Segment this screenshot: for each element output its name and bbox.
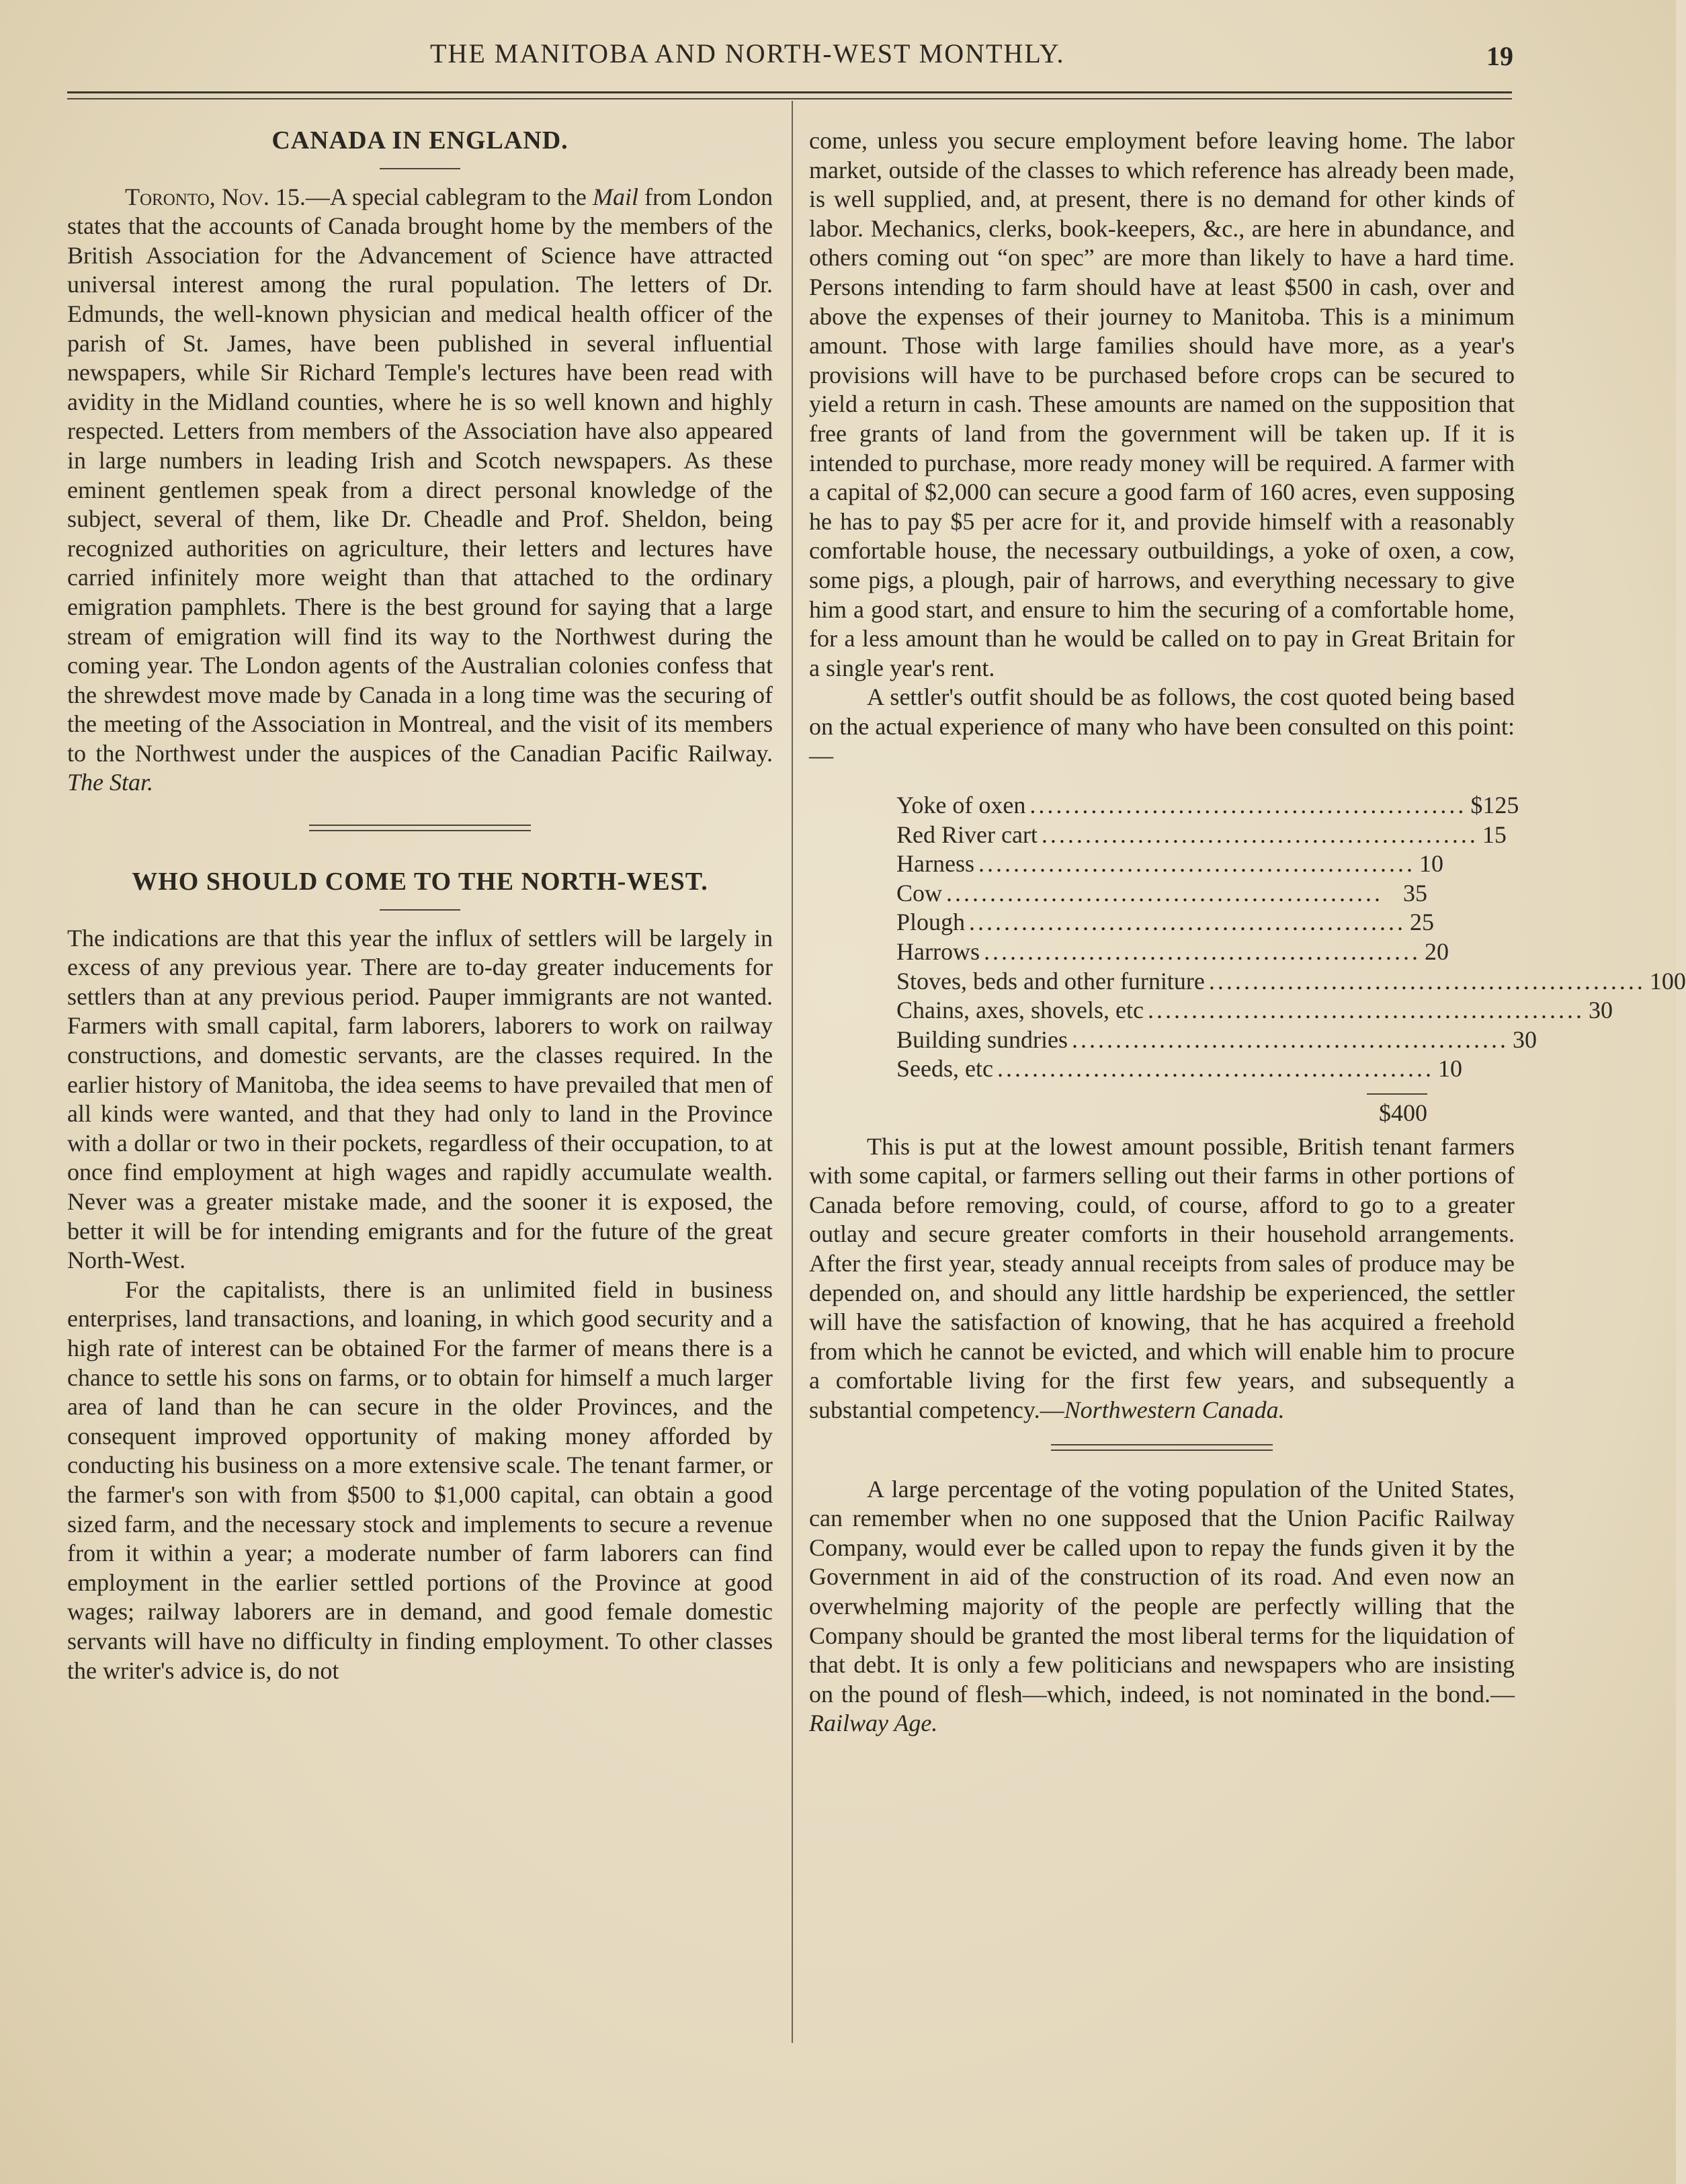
outfit-row — [896, 937, 1449, 967]
paragraph-text: A large percentage of the voting population of the United States, can remember when no one supposed that the Union Pacific Railway Company, would ever be called upon to repay the funds given it by the Government in aid of the construction of its road. And even now an overwhelming majority of the people are perfectly willing that the Company should be granted the most liberal terms for the liquidation of that debt. It is only a few politicians and newspapers who are insisting on the pound of flesh—which, indeed, is not nominated in the bond.— — [809, 1475, 1515, 1708]
outfit-cost: 30 — [1513, 1025, 1537, 1053]
settler-outfit-table — [896, 791, 1686, 1128]
article-body-canada-in-england — [67, 183, 773, 798]
total-rule — [1367, 1093, 1427, 1095]
dateline: Toronto, Nov. 15. — [125, 183, 306, 210]
outfit-row — [896, 1054, 1462, 1084]
outfit-cost: $125 — [1470, 792, 1519, 819]
outfit-row — [896, 1025, 1537, 1055]
outfit-row — [896, 849, 1443, 879]
header-rule-bottom — [67, 98, 1512, 99]
section-separator — [309, 825, 531, 831]
title-rule — [380, 168, 460, 169]
leader-dots: .................................................. — [946, 879, 1384, 907]
outfit-item: Yoke of oxen — [896, 792, 1026, 819]
outfit-row — [896, 908, 1435, 937]
outfit-item: Harness — [896, 850, 974, 878]
source-credit: Northwestern Canada. — [1064, 1396, 1285, 1423]
outfit-row — [896, 821, 1507, 850]
running-title: THE MANITOBA AND NORTH-WEST MONTHLY. — [430, 38, 1065, 69]
outfit-cost: 30 — [1588, 997, 1613, 1024]
article-paragraph — [809, 1132, 1515, 1425]
outfit-row — [896, 967, 1686, 997]
source-credit: Railway Age. — [809, 1710, 938, 1737]
outfit-row — [896, 791, 1519, 821]
outfit-cost: 10 — [1419, 850, 1443, 878]
outfit-item: Chains, axes, shovels, etc — [896, 997, 1144, 1024]
header-rule-top — [67, 91, 1512, 93]
outfit-item: Cow — [896, 879, 943, 907]
outfit-item: Seeds, etc — [896, 1055, 993, 1083]
title-rule — [380, 909, 460, 911]
section-separator — [1051, 1444, 1273, 1451]
page-number: 19 — [1486, 41, 1513, 71]
article-paragraph: For the capitalists, there is an unlimited field in business enterprises, land transactions, and loaning, in which good security and a high rate of interest can be obtained For the farmer of means there is a chance to settle his sons on farms, or to obtain for himself a much larger area of land than he can secure in the older Provinces, and the consequent improved opportunity of making money afforded by conducting his business on a more extensive scale. The tenant farmer, or the farmer's son with from $500 to $1,000 capital, can obtain a good sized farm, and the necessary stock and implements to secure a revenue from it within a year; a moderate number of farm laborers can find employment in the earlier settled portions of the Province at good wages; railway laborers are in demand, and good female domestic servants will have no difficulty in finding employment. To other classes the writer's advice is, do not — [67, 1275, 773, 1684]
article-title-canada-in-england: CANADA IN ENGLAND. — [271, 126, 568, 155]
leader-dots: .................................................. — [1041, 821, 1478, 848]
leader-dots: .................................................. — [1208, 967, 1646, 995]
outfit-row — [896, 879, 1427, 909]
outfit-item: Harrows — [896, 938, 980, 966]
leader-dots: .................................................. — [983, 938, 1421, 966]
source-credit: The Star. — [67, 769, 154, 796]
article-paragraph: A settler's outfit should be as follows, the cost quoted being based on the actual experience of many who have been consulted on this point:— — [809, 683, 1515, 769]
lead-text: —A special cablegram to the — [305, 183, 593, 210]
outfit-item: Red River cart — [896, 821, 1038, 848]
article-paragraph: The indications are that this year the influx of settlers will be largely in excess of any previous year. There are to-day greater inducements for settlers than at any previous period. Pauper immigrants are not wanted. Farmers with small capital, farm laborers, laborers to work on railway constructions, and domestic servants, are the classes required. In the earlier history of Manitoba, the idea seems to have prevailed that men of all kinds were wanted, and that they had only to land in the Province with a dollar or two in their pockets, regardless of their occupation, to at once find employment at high wages and rapidly accumulate wealth. Never was a greater mistake made, and the sooner it is exposed, the better it will be for intending emigrants and for the future of the great North-West. — [67, 924, 773, 1274]
outfit-cost: 15 — [1482, 821, 1507, 848]
outfit-item: Plough — [896, 909, 966, 936]
article-paragraph-continued: come, unless you secure employment before leaving home. The labor market, outside of the classes to which reference has already been made, is well supplied, and, at present, there is no demand for other kinds of labor. Mechanics, clerks, book-keepers, &c., are here in abundance, and others coming out “on spec” are more than likely to have a hard time. Persons intending to farm should have at least $500 in cash, over and above the expenses of their journey to Manitoba. This is a minimum amount. Those with large families should have more, as a year's provisions will have to be purchased before crops can be secured to yield a return in cash. These amounts are named on the supposition that free grants of land from the government will be taken up. If it is intended to purchase, more ready money will be required. A farmer with a capital of $2,000 can secure a good farm of 160 acres, even supposing he has to pay $5 per acre for it, and provide himself with a reasonably comfortable house, the necessary outbuildings, a yoke of oxen, a cow, some pigs, a plough, pair of harrows, and everything necessary to give him a good start, and ensure to him the securing of a comfortable home, for a less amount than he would be called on to pay in Great Britain for a single year's rent. — [809, 127, 1515, 681]
outfit-row — [896, 996, 1613, 1025]
article-title-who-should-come: WHO SHOULD COME TO THE NORTH-WEST. — [132, 868, 708, 896]
leader-dots: .................................................. — [978, 850, 1415, 878]
leader-dots: .................................................. — [997, 1055, 1434, 1083]
leader-dots: .................................................. — [1072, 1025, 1509, 1053]
leader-dots: .................................................. — [1029, 792, 1467, 819]
outfit-cost: 25 — [1410, 909, 1435, 936]
outfit-item: Stoves, beds and other furniture — [896, 967, 1205, 995]
outfit-cost: 10 — [1437, 1055, 1462, 1083]
leader-dots: .................................................. — [969, 909, 1406, 936]
outfit-cost: 100 — [1649, 967, 1686, 995]
column-divider — [792, 101, 793, 2043]
article-paragraph — [809, 1475, 1515, 1738]
outfit-cost: 20 — [1424, 938, 1449, 966]
paper-name-mail: Mail — [592, 183, 638, 210]
leader-dots: .................................................. — [1147, 997, 1585, 1024]
outfit-cost: 35 — [1403, 879, 1427, 907]
outfit-item: Building sundries — [896, 1025, 1068, 1053]
right-column — [809, 126, 1686, 1738]
paragraph-text: This is put at the lowest amount possible, British tenant farmers with some capital, or farmers selling out their farms in other portions of Canada before removing, could, of course, afford to go to a greater outlay and secure greater comforts in their household arrangements. After the first year, steady annual receipts from sales of produce may be depended on, and should any little hardship be experienced, the settler will have the satisfaction of knowing, that he has acquired a freehold from which he cannot be evicted, and which will enable him to procure a comfortable living for the first few years, and subsequently a substantial competency.— — [809, 1132, 1515, 1423]
left-column — [67, 126, 773, 1685]
outfit-total: $400 — [1379, 1099, 1427, 1126]
body-text: from London states that the accounts of Canada brought home by the members of the British Association for the Advancement of Science have attracted universal interest among the rural population. The letters of Dr. Edmunds, the well-known physician and medical health officer of the parish of St. James, have been published in several influential newspapers, while Sir Richard Temple's lectures have been read with avidity in the Midland counties, where he is so well known and highly respected. Letters from members of the Association have also appeared in large numbers in leading Irish and Scotch newspapers. As these eminent gentlemen speak from a direct personal knowledge of the subject, several of them, like Dr. Cheadle and Prof. Sheldon, being recognized authorities on agriculture, their letters and lectures have carried infinitely more weight than that attached to the ordinary emigration pamphlets. There is the best ground for saying that a large stream of emigration will find its way to the Northwest during the coming year. The London agents of the Australian colonies confess that the shrewdest move made by Canada in a long time was the securing of the meeting of the Association in Montreal, and the visit of its members to the Northwest under the auspices of the Canadian Pacific Railway. — [67, 183, 773, 767]
